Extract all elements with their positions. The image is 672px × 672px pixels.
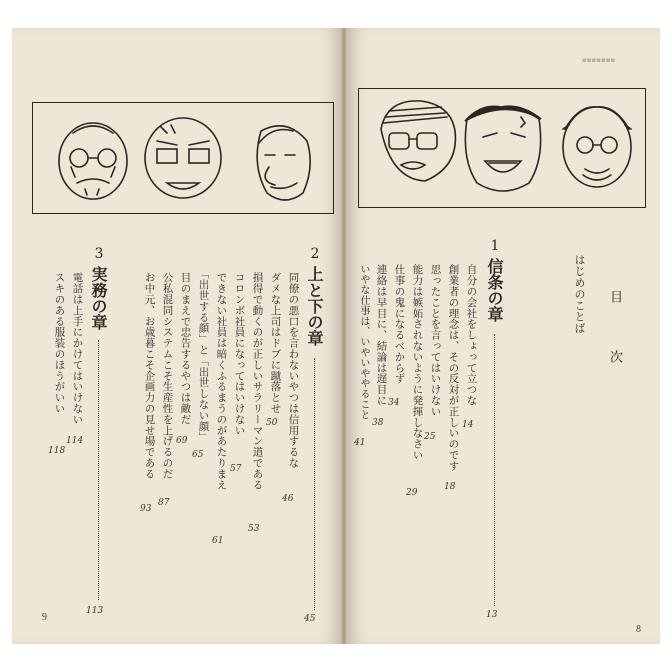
chapter-1-item-1[interactable]: 自分の会社をしょって立つな (465, 264, 478, 406)
chapter-2-item-7[interactable]: 目のまえで忠告するやつは敵だ (179, 272, 192, 425)
chapter-1-page: 13 (486, 610, 498, 620)
chapter-2-item-2-page: 50 (266, 418, 278, 428)
chapter-2-item-2[interactable]: ダメな上司はドブに蹴落とせ (269, 272, 282, 414)
chapter-2-item-4-page: 57 (230, 464, 242, 474)
chapter-1-item-7[interactable]: いやな仕事は、いやいややること (358, 264, 369, 420)
chapter-2-item-6-page: 65 (192, 450, 204, 460)
chapter-2-item-9[interactable]: お中元、お歳暮こそ企画力の見せ場である (143, 272, 156, 480)
left-page (12, 28, 342, 644)
chapter-2-item-3-page: 53 (248, 524, 260, 534)
chapter-1-title[interactable]: 信条の章 (485, 258, 504, 322)
chapter-3-item-1-page: 114 (66, 436, 84, 446)
chapter-3-page: 113 (86, 606, 104, 616)
caricature-faces-illustration (359, 89, 645, 207)
chapter-2-title[interactable]: 上と下の章 (305, 266, 324, 346)
right-page (346, 28, 660, 644)
chapter-1-item-6[interactable]: 連絡は早目に、結論は遅目に (375, 264, 388, 406)
chapter-1-item-3-page: 25 (424, 432, 436, 442)
running-header-ghost: ▪▪▪▪▪▪▪ (582, 56, 616, 64)
chapter-1-item-4-page: 29 (406, 488, 418, 498)
chapter-2-page: 45 (304, 614, 316, 624)
chapter-1-item-6-page: 38 (372, 418, 384, 428)
chapter-1-item-5-page: 34 (388, 398, 400, 408)
chapter-3-number: 3 (91, 246, 107, 262)
chapter-3-title[interactable]: 実務の章 (89, 266, 108, 330)
chapter-1-item-3[interactable]: 思ったことを言ってはいけない (429, 264, 442, 417)
chapter-3-item-1[interactable]: 電話は上手にかけてはいけない (71, 272, 84, 425)
chapter-1-item-2[interactable]: 創業者の理念は、その反対が正しいのです (447, 264, 460, 472)
toc-title: 目 次 (607, 290, 622, 379)
caricature-faces-illustration (33, 103, 333, 213)
caricature-banner-right (358, 88, 646, 208)
chapter-2-item-1[interactable]: 同僚の悪口を言わないやつは信用するな (287, 272, 300, 469)
chapter-2-item-3[interactable]: 損得で動くのが正しいサラリーマン道である (251, 272, 264, 490)
chapter-2-leader (314, 358, 315, 610)
chapter-2-number: 2 (307, 246, 323, 262)
left-page-folio: 9 (42, 612, 47, 623)
chapter-1-leader (494, 334, 495, 606)
preface-entry[interactable]: はじめのことば (573, 254, 586, 334)
chapter-1-item-7-page: 41 (354, 438, 366, 448)
chapter-2-item-4[interactable]: コロンボ社員になってはいけない (233, 272, 246, 436)
chapter-3-item-2[interactable]: スキのある服装のほうがいい (53, 272, 66, 414)
chapter-2-item-7-page: 69 (176, 436, 188, 446)
chapter-1-item-1-page: 14 (462, 420, 474, 430)
chapter-1-item-2-page: 18 (444, 482, 456, 492)
chapter-2-item-8-page: 87 (158, 498, 170, 508)
chapter-3-leader (98, 340, 99, 600)
chapter-1-item-4[interactable]: 能力は嫉妬されないように発揮しなさい (411, 264, 424, 461)
chapter-2-item-8[interactable]: 公私混同システムこそ生産性を上げるのだ (161, 272, 174, 480)
chapter-2-item-5-page: 61 (212, 536, 224, 546)
chapter-2-item-6[interactable]: 「出世する顔」と「出世しない顔」 (197, 268, 210, 443)
chapter-1-number: 1 (487, 238, 503, 254)
chapter-3-item-2-page: 118 (48, 446, 66, 456)
right-page-folio: 8 (636, 624, 641, 635)
chapter-2-item-1-page: 46 (282, 494, 294, 504)
chapter-1-item-5[interactable]: 仕事の鬼になるべからず (393, 264, 406, 384)
caricature-banner-left (32, 102, 334, 214)
chapter-2-item-5[interactable]: できない社員は暗くふるまうのがあたりまえ (215, 272, 228, 490)
chapter-2-item-9-page: 93 (140, 504, 152, 514)
